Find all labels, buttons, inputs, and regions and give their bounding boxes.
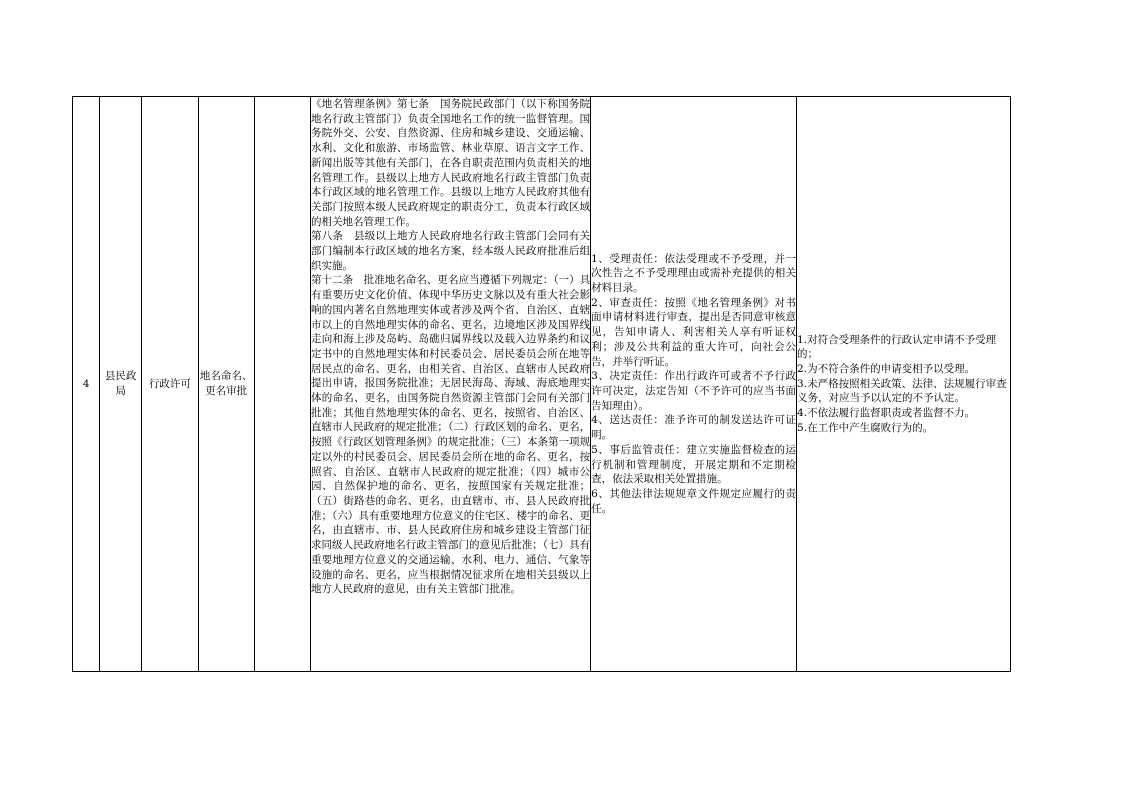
liability-item: 5.在工作中产生腐败行为的。 bbox=[797, 421, 934, 434]
department-cell: 县民政局 bbox=[100, 97, 142, 672]
empty-cell bbox=[254, 97, 310, 672]
responsibility-item: 2、审查责任：按照《地名管理条例》对书面申请材料进行审查，提出是否同意审核意见，告知申请人、利害相关人享有听证权利；涉及公共利益的重大许可，向社会公告，并举行听证。 bbox=[591, 296, 797, 368]
responsibility-item: 4、送达责任：准予许可的制发送达许可证明。 bbox=[591, 414, 797, 442]
liability-cell bbox=[797, 97, 1011, 672]
responsibility-cell bbox=[591, 97, 797, 672]
responsibility-item: 6、其他法律法规规章文件规定应履行的责任。 bbox=[591, 487, 797, 515]
responsibility-item: 5、事后监管责任：建立实施监督检查的运行机制和管理制度，开展定期和不定期检查，依法采取相关处置措施。 bbox=[591, 443, 797, 486]
liability-item: 3.未严格按照相关政策、法律、法规履行审查义务，对应当予以认定的不予认定。 bbox=[797, 377, 1007, 405]
category-cell: 行政许可 bbox=[142, 97, 198, 672]
liability-item: 4.不依法履行监督职责或者监督不力。 bbox=[797, 407, 976, 420]
item-name-cell: 地名命名、更名审批 bbox=[198, 97, 254, 672]
legal-basis-cell bbox=[310, 97, 590, 672]
responsibility-item: 1、受理责任：依法受理或不予受理，并一次性告之不予受理理由或需补充提供的相关材料目录。 bbox=[591, 252, 797, 295]
row-number: 4 bbox=[73, 97, 100, 672]
basis-paragraph: 《地名管理条例》第七条 国务院民政部门（以下称国务院地名行政主管部门）负责全国地名工作的统一监督管理。国务院外交、公安、自然资源、住房和城乡建设、交通运输、水利、文化和旅游、市场监管、林业草原、语言文字工作、新闻出版等其他有关部门，在各自职责范围内负责相关的地名管理工作。县级以上地方人民政府地名行政主管部门负责本行政区域的地名管理工作。县级以上地方人民政府其他有关部门按照本级人民政府规定的职责分工，负责本行政区域的相关地名管理工作。 bbox=[310, 98, 591, 228]
liability-item: 2.为不符合条件的申请变相予以受理。 bbox=[797, 362, 976, 375]
table-row bbox=[73, 97, 1011, 672]
basis-paragraph: 第十二条 批准地名命名、更名应当遵循下列规定：（一）具有重要历史文化价值、体现中华历史文脉以及有重大社会影响的国内著名自然地理实体或者涉及两个省、自治区、直辖市以上的自然地理实体的命名、更名，边境地区涉及国界线走向和海上涉及岛屿、岛礁归属界线以及载入边界条约和议定书中的自然地理实体和村民委员会、居民委员会所在地等居民点的命名、更名，由相关省、自治区、直辖市人民政府提出申请，报国务院批准；无居民海岛、海域、海底地理实体的命名、更名，由国务院自然资源主管部门会同有关部门批准；其他自然地理实体的命名、更名，按照省、自治区、直辖市人民政府的规定批准；（二）行政区划的命名、更名，按照《行政区划管理条例》的规定批准；（三）本条第一项规定以外的村民委员会、居民委员会所在地的命名、更名，按照省、自治区、直辖市人民政府的规定批准；（四）城市公园、自然保护地的命名、更名，按照国家有关规定批准；（五）街路巷的命名、更名，由直辖市、市、县人民政府批准；（六）具有重要地理方位意义的住宅区、楼宇的命名、更名，由直辖市、市、县人民政府住房和城乡建设主管部门征求同级人民政府地名行政主管部门的意见后批准；（七）具有重要地理方位意义的交通运输、水利、电力、通信、气象等设施的命名、更名，应当根据情况征求所在地相关县级以上地方人民政府的意见，由有关主管部门批准。 bbox=[310, 274, 591, 596]
responsibility-table bbox=[72, 96, 1011, 672]
liability-item: 1.对符合受理条件的行政认定申请不予受理的； bbox=[797, 333, 997, 361]
basis-paragraph: 第八条 县级以上地方人民政府地名行政主管部门会同有关部门编制本行政区域的地名方案，经本级人民政府批准后组织实施。 bbox=[310, 230, 591, 272]
responsibility-item: 3、决定责任：作出行政许可或者不予行政许可决定，法定告知（不予许可的应当书面告知理由）。 bbox=[591, 370, 797, 412]
